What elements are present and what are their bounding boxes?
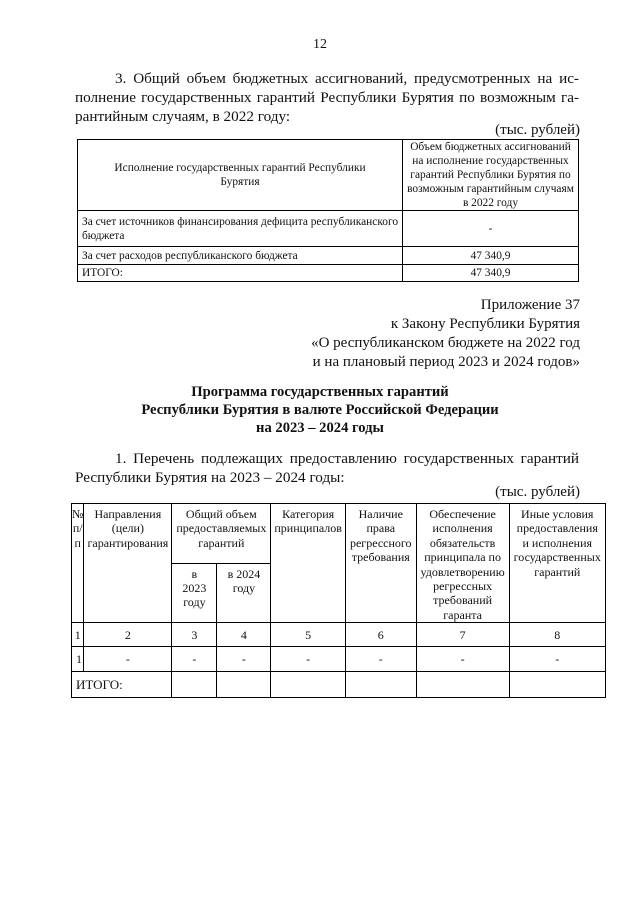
col-number: 3: [172, 623, 217, 647]
section3-line: полнение государственных гарантий Республики Бурятия по возможным га-: [75, 89, 579, 106]
unit-label: (тыс. рублей): [495, 484, 580, 500]
col-number: 8: [509, 623, 605, 647]
row-cell: 1: [72, 647, 84, 672]
header-volume: Объем бюджетных ассигнований на исполнение государственных гарантий Республики Бурятия по возможным гарантийным случаям в 2022 году: [403, 140, 579, 211]
guarantee-budget-table: [77, 139, 579, 282]
header-execution: Исполнение государственных гарантий Республики Бурятия: [78, 140, 403, 211]
row-cell: -: [84, 647, 172, 672]
section1-line: Республики Бурятия на 2023 – 2024 годы:: [75, 469, 345, 486]
total-cell: [509, 672, 605, 698]
total-cell: [217, 672, 271, 698]
header-num: № п/п: [72, 504, 84, 623]
appendix-line: Приложение 37: [480, 297, 580, 313]
section1-paragraph: [75, 449, 579, 487]
row-cell: -: [345, 647, 416, 672]
row-cell: -: [217, 647, 271, 672]
section3-line: рантийным случаям, в 2022 году:: [75, 108, 291, 125]
section3-line: 3. Общий объем бюджетных ассигнований, предусмотренных на ис-: [115, 70, 579, 87]
page-number: 12: [313, 37, 327, 52]
col-number: 7: [416, 623, 509, 647]
header-total: Общий объем предоставляемых гарантий: [172, 504, 271, 564]
title-line: Республики Бурятия в валюте Российской Федерации: [141, 402, 499, 418]
total-cell: [416, 672, 509, 698]
program-title: [0, 383, 640, 437]
row-cell: -: [172, 647, 217, 672]
row-value: 47 340,9: [403, 265, 579, 282]
row-label: За счет расходов республиканского бюджета: [78, 247, 403, 265]
col-number: 4: [217, 623, 271, 647]
header-category: Категория принципалов: [271, 504, 346, 623]
appendix-line: к Закону Республики Бурятия: [390, 316, 580, 332]
header-regress: Наличие права регрессного требования: [345, 504, 416, 623]
section3-paragraph: [75, 69, 579, 126]
total-cell: [271, 672, 346, 698]
unit-label: (тыс. рублей): [495, 122, 580, 138]
header-other: Иные условия предоставления и исполнения государственных гарантий: [509, 504, 605, 623]
col-number: 6: [345, 623, 416, 647]
header-security: Обеспечение исполнения обязательств принципала по удовлетворению регрессных требований гаранта: [416, 504, 509, 623]
row-cell: -: [416, 647, 509, 672]
header-2023: в 2023 году: [172, 563, 217, 623]
col-number: 5: [271, 623, 346, 647]
guarantees-list-table: [71, 503, 606, 698]
total-cell: [345, 672, 416, 698]
appendix-line: и на плановый период 2023 и 2024 годов»: [312, 354, 580, 370]
row-value: -: [403, 211, 579, 247]
title-line: Программа государственных гарантий: [191, 384, 449, 400]
appendix-block: [311, 296, 580, 372]
col-number: 2: [84, 623, 172, 647]
row-label: За счет источников финансирования дефицита республиканского бюджета: [78, 211, 403, 247]
row-value: 47 340,9: [403, 247, 579, 265]
appendix-line: «О республиканском бюджете на 2022 год: [311, 335, 580, 351]
header-direction: Направления (цели) гарантирования: [84, 504, 172, 623]
row-cell: -: [271, 647, 346, 672]
row-cell: -: [509, 647, 605, 672]
section1-line: 1. Перечень подлежащих предоставлению государственных гарантий: [115, 450, 579, 467]
row-label: ИТОГО:: [78, 265, 403, 282]
col-number: 1: [72, 623, 84, 647]
total-label: ИТОГО:: [72, 672, 172, 698]
header-2024: в 2024 году: [217, 563, 271, 623]
total-cell: [172, 672, 217, 698]
title-line: на 2023 – 2024 годы: [256, 420, 384, 436]
